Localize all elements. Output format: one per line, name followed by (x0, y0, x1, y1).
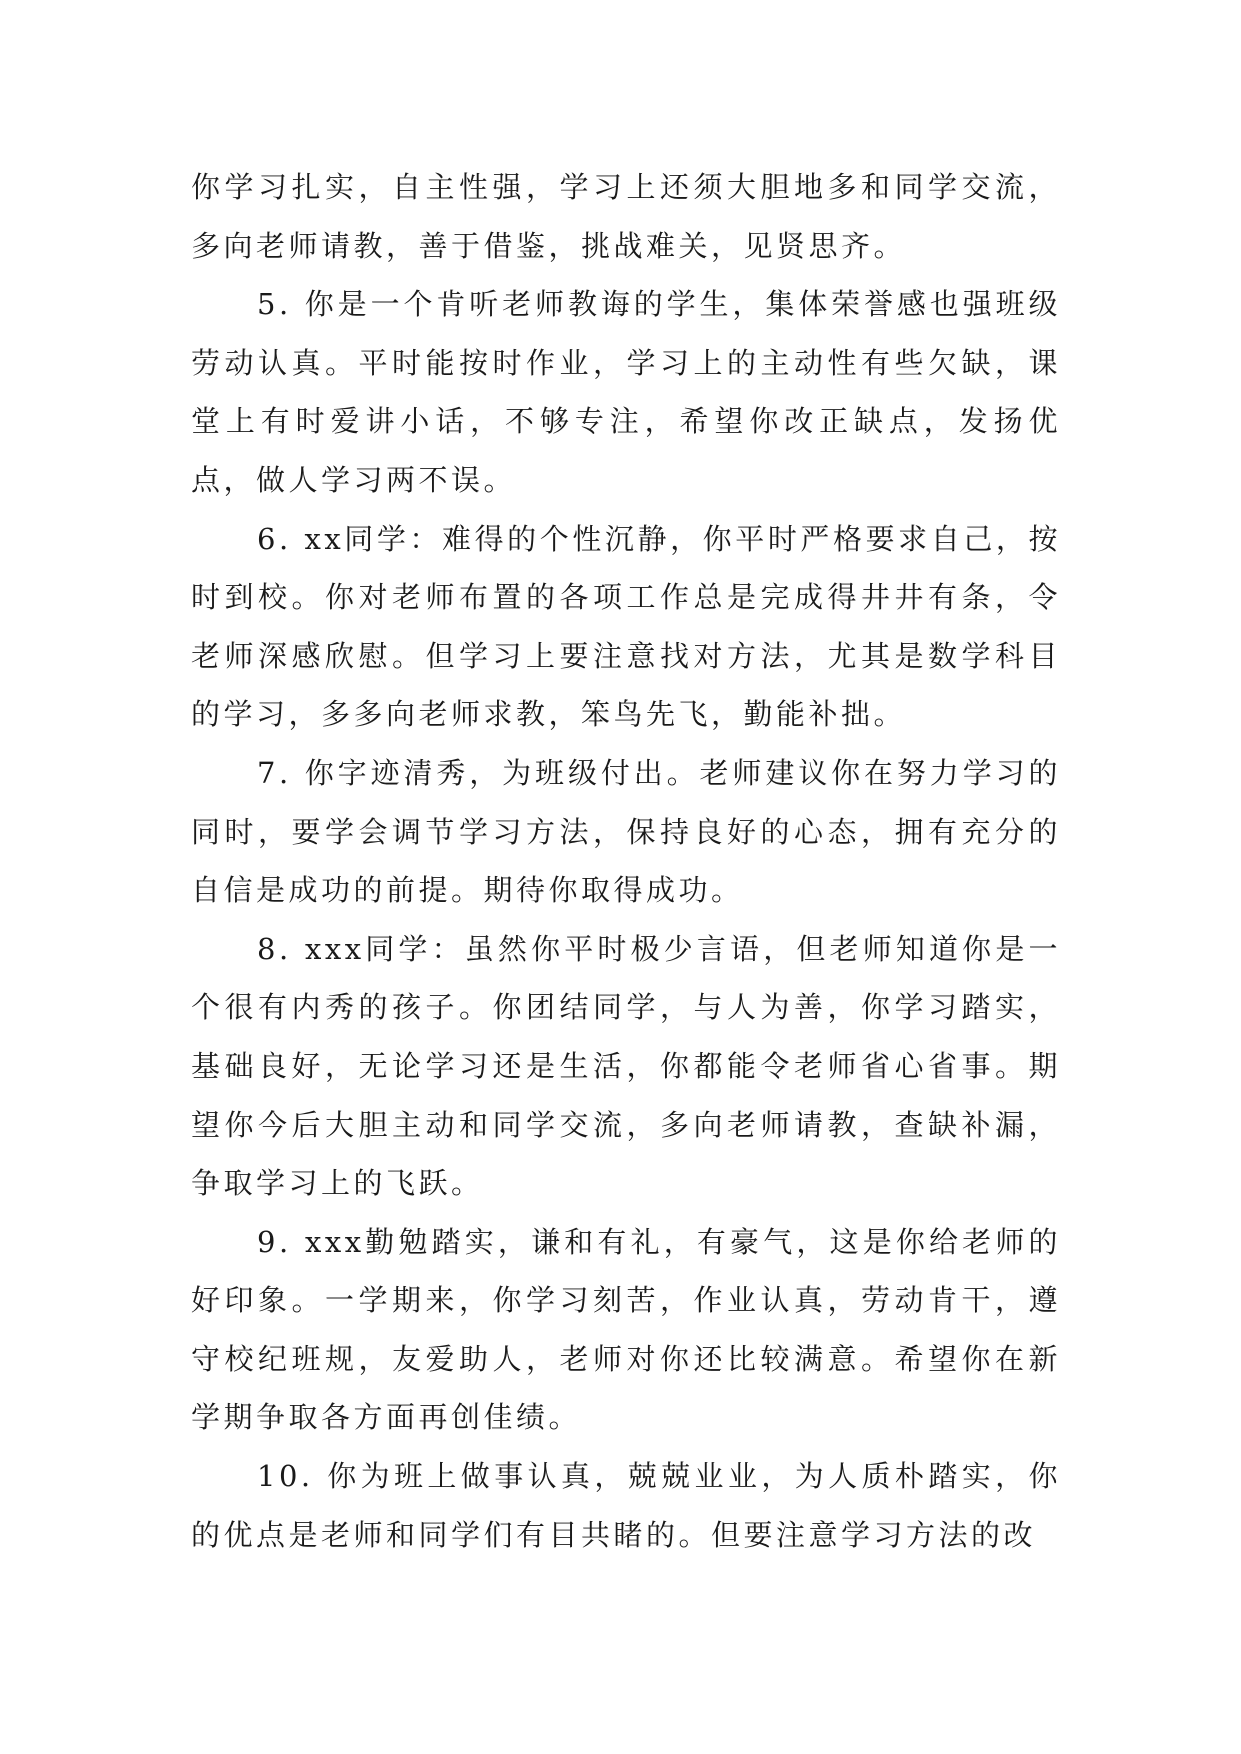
paragraph-continuation: 你学习扎实，自主性强，学习上还须大胆地多和同学交流，多向老师请教，善于借鉴，挑战难关，见贤思齐。 (191, 170, 1061, 263)
paragraph-item-7: 7. 你字迹清秀，为班级付出。老师建议你在努力学习的同时，要学会调节学习方法，保持良好的心态，拥有充分的自信是成功的前提。期待你取得成功。 (191, 755, 1061, 908)
paragraph-item-8: 8. xxx同学：虽然你平时极少言语，但老师知道你是一个很有内秀的孩子。你团结同学，与人为善，你学习踏实，基础良好，无论学习还是生活，你都能令老师省心省事。期望你今后大胆主动和同学交流，多向老师请教，查缺补漏，争取学习上的飞跃。 (191, 931, 1061, 1201)
paragraph-item-9: 9. xxx勤勉踏实，谦和有礼，有豪气，这是你给老师的好印象。一学期来，你学习刻苦，作业认真，劳动肯干，遵守校纪班规，友爱助人，老师对你还比较满意。希望你在新学期争取各方面再创佳绩。 (191, 1224, 1061, 1435)
document-body (191, 158, 1061, 1564)
paragraph-item-10: 10. 你为班上做事认真，兢兢业业，为人质朴踏实，你的优点是老师和同学们有目共睹的。但要注意学习方法的改 (191, 1459, 1061, 1552)
paragraph-item-6: 6. xx同学：难得的个性沉静，你平时严格要求自己，按时到校。你对老师布置的各项工作总是完成得井井有条，令老师深感欣慰。但学习上要注意找对方法，尤其是数学科目的学习，多多向老师求教，笨鸟先飞，勤能补拙。 (191, 521, 1061, 732)
paragraph-item-5: 5. 你是一个肯听老师教诲的学生，集体荣誉感也强班级劳动认真。平时能按时作业，学习上的主动性有些欠缺，课堂上有时爱讲小话，不够专注，希望你改正缺点，发扬优点，做人学习两不误。 (191, 287, 1061, 497)
